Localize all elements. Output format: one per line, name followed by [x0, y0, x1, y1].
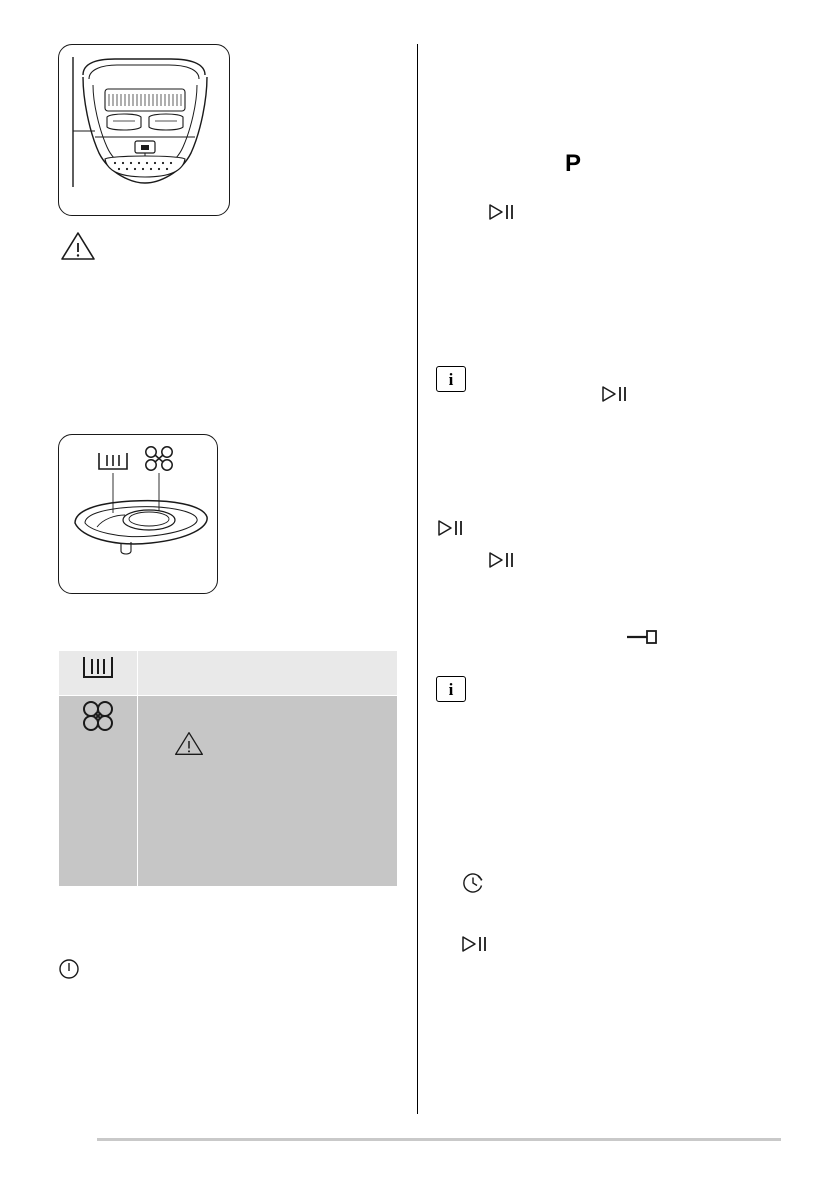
start-pause-icon: [487, 202, 517, 227]
prewash-description-cell: [138, 651, 398, 696]
start-pause-text-3: [494, 932, 781, 941]
start-pause-icon: [600, 384, 630, 409]
footer-note-text: [90, 956, 398, 965]
start-pause-text-1: [520, 200, 781, 209]
washing-machine-drum-top-loader: [59, 45, 229, 215]
info-text-1: [476, 364, 781, 373]
start-pause-icon: [487, 550, 517, 575]
detergent-drawer-illustration: [58, 434, 218, 594]
warning-triangle-icon: [60, 230, 96, 262]
start-pause-heading-2: [470, 516, 781, 525]
detergent-dispenser-drawer: [59, 435, 217, 593]
start-pause-icon: [460, 934, 490, 959]
table-row: [59, 696, 398, 887]
warning-triangle-icon: [174, 730, 387, 763]
softener-description-cell: [138, 696, 398, 887]
info-letter-i: i: [448, 679, 454, 699]
program-letter-p-icon: P: [565, 150, 582, 177]
prewash-symbol-cell: [59, 651, 138, 696]
start-pause-icon: [436, 518, 466, 543]
info-box-icon: [436, 676, 466, 702]
prewash-compartment-symbol: [99, 453, 127, 469]
fabric-softener-flower-symbol: [146, 447, 172, 470]
dispenser-symbol-table: [58, 650, 398, 887]
prewash-compartment-symbol: [77, 651, 119, 683]
column-divider: [417, 44, 418, 1114]
delay-timer-text: [492, 870, 781, 879]
attention-circle-icon: [58, 958, 80, 985]
info-box-icon: [436, 366, 466, 392]
softener-symbol-cell: [59, 696, 138, 887]
door-lock-icon: [625, 628, 659, 651]
warning-text: [58, 272, 398, 281]
info-text-2: [476, 674, 781, 683]
table-row: [59, 651, 398, 696]
delay-timer-clock-icon: [462, 872, 484, 899]
info-letter-i: i: [448, 369, 454, 389]
fabric-softener-flower-symbol: [77, 696, 119, 736]
footer-rule: [97, 1138, 781, 1141]
program-p-text: [596, 150, 781, 159]
washing-machine-illustration: [58, 44, 230, 216]
